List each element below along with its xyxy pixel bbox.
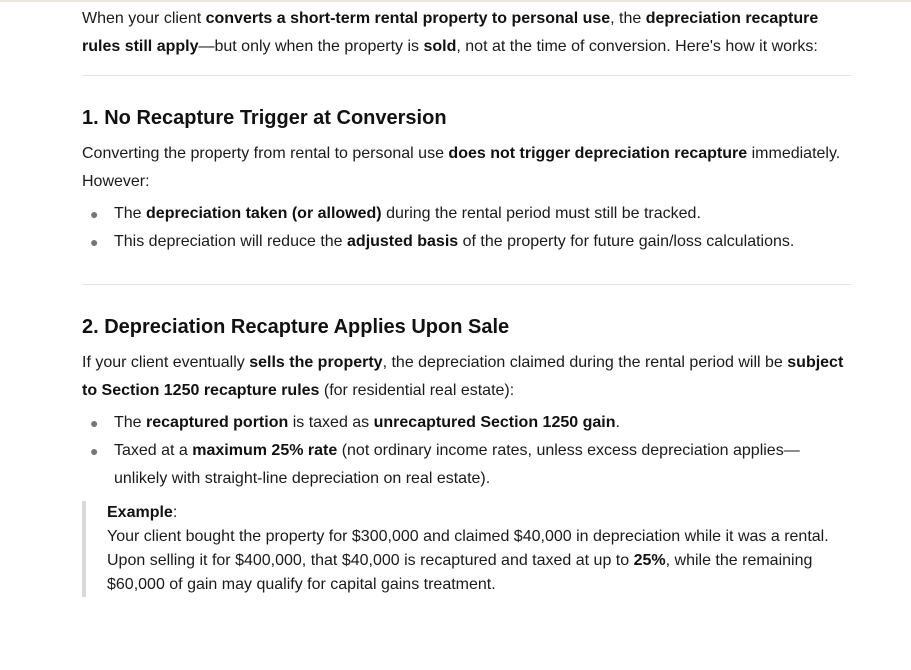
- example-text-1: Upon selling it for $400,000, that $40,000 is recaptured and taxed at up to: [107, 552, 634, 569]
- section-2-bold-1: sells the property: [249, 354, 383, 371]
- bullet-text: (not ordinary income rates, unless excess depreciation applies—unlikely with straight-line depreciation on real estate).: [114, 442, 800, 487]
- intro-text-4: , not at the time of conversion. Here's how it works:: [456, 38, 818, 55]
- response-content: [82, 5, 852, 597]
- example-text-2: , while the remaining $60,000 of gain may qualify for capital gains treatment.: [107, 552, 813, 593]
- bullet-text: This depreciation will reduce the: [114, 233, 348, 250]
- bullet-text: during the rental period must still be tracked.: [381, 205, 701, 222]
- bullet-text: Taxed at a: [114, 442, 193, 459]
- bullet-text: of the property for future gain/loss calculations.: [458, 233, 795, 250]
- divider: [82, 75, 852, 76]
- example-line-1: Your client bought the property for $300,000 and claimed $40,000 in depreciation while it was a rental.: [107, 528, 829, 545]
- bullet-bold: unrecaptured Section 1250 gain: [373, 414, 616, 431]
- section-1-heading: 1. No Recapture Trigger at Conversion: [82, 107, 447, 129]
- intro-bold-3: sold: [423, 38, 457, 55]
- example-bold-1: 25%: [633, 552, 666, 569]
- top-border: [0, 0, 911, 2]
- bullet-bold: maximum 25% rate: [192, 442, 338, 459]
- section-1-bold-1: does not trigger depreciation recapture: [448, 145, 748, 162]
- bullet-bold: adjusted basis: [347, 233, 459, 250]
- list-item: [82, 409, 852, 437]
- bullet-text: .: [615, 414, 620, 431]
- intro-bold-1: converts a short-term rental property to personal use: [205, 10, 611, 27]
- bullet-icon: ●: [90, 415, 99, 431]
- bullet-text: The: [114, 205, 147, 222]
- bullet-bold: depreciation taken (or allowed): [146, 205, 382, 222]
- intro-paragraph: [82, 5, 852, 61]
- section-2-text-3: (for residential real estate):: [319, 382, 515, 399]
- section-2-heading: 2. Depreciation Recapture Applies Upon Sale: [82, 316, 510, 338]
- example-colon: :: [172, 504, 178, 521]
- bullet-text: The: [114, 414, 147, 431]
- section-2-text-2: , the depreciation claimed during the rental period will be: [382, 354, 788, 371]
- section-2-text-1: If your client eventually: [82, 354, 250, 371]
- list-item: [82, 200, 852, 228]
- example-label-line: [107, 501, 852, 525]
- section-2-paragraph: [82, 349, 852, 405]
- section-1-bullet-list: [82, 200, 852, 256]
- bullet-bold: recaptured portion: [146, 414, 289, 431]
- bullet-icon: ●: [90, 443, 99, 459]
- example-label: Example: [107, 504, 173, 521]
- section-2-bullet-list: [82, 409, 852, 493]
- divider: [82, 284, 852, 285]
- list-item: [82, 437, 852, 493]
- section-1-text-1: Converting the property from rental to personal use: [82, 145, 449, 162]
- section-1-text-2: immediately. However:: [82, 145, 841, 190]
- example-blockquote: [82, 501, 852, 597]
- intro-text-1: When your client: [82, 10, 206, 27]
- intro-text-2: , the: [610, 10, 646, 27]
- list-item: [82, 228, 852, 256]
- bullet-icon: ●: [90, 206, 99, 222]
- section-1-paragraph: [82, 140, 852, 196]
- example-line-2: [107, 549, 852, 597]
- bullet-icon: ●: [90, 234, 99, 250]
- intro-text-3: —but only when the property is: [198, 38, 424, 55]
- section-2-bold-2: subject to Section 1250 recapture rules: [82, 354, 844, 399]
- bullet-text: is taxed as: [288, 414, 374, 431]
- intro-bold-2: depreciation recapture rules still apply: [82, 10, 819, 55]
